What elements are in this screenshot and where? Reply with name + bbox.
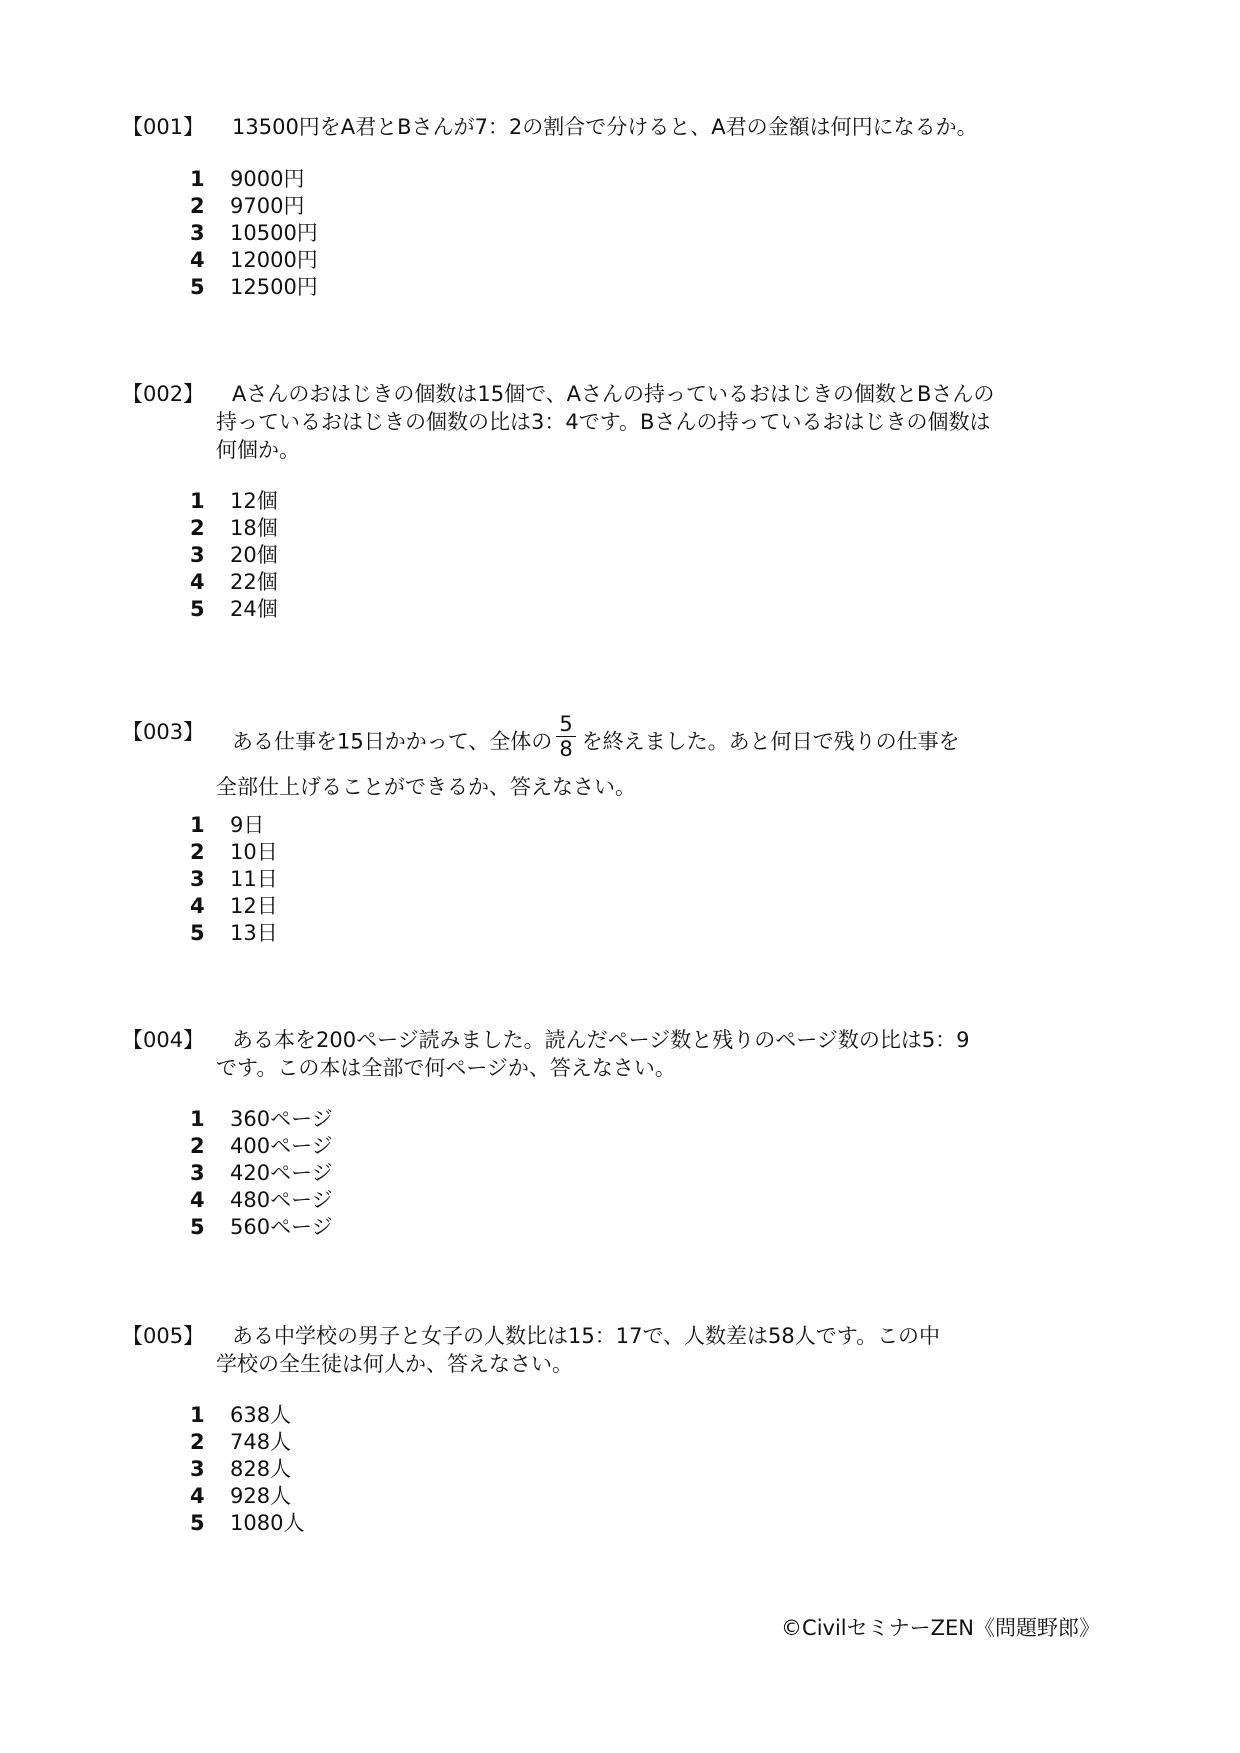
question-line: 持っているおはじきの個数の比は3：4です。Bさんの持っているおはじきの個数は	[216, 410, 991, 434]
answer-option-4	[190, 893, 278, 920]
question-text-before-fraction: ある仕事を15日かかって、全体の	[232, 729, 553, 754]
option-text: 638人	[230, 1403, 292, 1427]
option-number: 3	[190, 867, 205, 891]
option-text: 12000円	[230, 248, 318, 272]
option-number: 5	[190, 921, 205, 945]
option-number: 4	[190, 570, 205, 594]
answer-option-4	[190, 1187, 333, 1214]
option-text: 828人	[230, 1457, 292, 1481]
option-number: 1	[190, 1107, 205, 1131]
option-text: 928人	[230, 1484, 292, 1508]
answer-option-1	[190, 1106, 333, 1133]
question-line: 学校の全生徒は何人か、答えなさい。	[216, 1352, 573, 1376]
option-number: 5	[190, 1215, 205, 1239]
answer-option-1	[190, 812, 278, 839]
question-line	[216, 712, 960, 767]
question-text	[216, 712, 960, 801]
answer-option-3	[190, 542, 278, 569]
option-text: 10500円	[230, 221, 318, 245]
answer-option-2	[190, 839, 278, 866]
answer-option-2	[190, 193, 318, 220]
option-text: 420ページ	[230, 1161, 333, 1185]
question-line: 13500円をA君とBさんが7：2の割合で分けると、A君の金額は何円になるか。	[232, 115, 978, 139]
answer-option-5	[190, 1214, 333, 1241]
answer-option-4	[190, 247, 318, 274]
option-text: 18個	[230, 516, 278, 540]
answer-options	[190, 166, 318, 301]
option-number: 1	[190, 1403, 205, 1427]
answer-option-2	[190, 1429, 304, 1456]
option-text: 9000円	[230, 167, 305, 191]
answer-option-1	[190, 488, 278, 515]
option-number: 5	[190, 275, 205, 299]
option-number: 5	[190, 597, 205, 621]
answer-options	[190, 1106, 333, 1241]
copyright-notice: ©CivilセミナーZEN《問題野郎》	[781, 1616, 1100, 1640]
option-text: 20個	[230, 543, 278, 567]
option-text: 360ページ	[230, 1107, 333, 1131]
option-number: 2	[190, 840, 205, 864]
option-text: 748人	[230, 1430, 292, 1454]
option-number: 1	[190, 167, 205, 191]
answer-option-3	[190, 1160, 333, 1187]
option-number: 5	[190, 1511, 205, 1535]
option-text: 11日	[230, 867, 278, 891]
question-number: 【001】	[122, 115, 205, 139]
option-number: 3	[190, 1457, 205, 1481]
question-number: 【005】	[122, 1324, 205, 1348]
question-text	[216, 380, 995, 464]
question-line: 何個か。	[216, 438, 300, 462]
option-number: 2	[190, 516, 205, 540]
option-number: 4	[190, 1188, 205, 1212]
option-text: 400ページ	[230, 1134, 333, 1158]
question-number: 【004】	[122, 1028, 205, 1052]
option-text: 12個	[230, 489, 278, 513]
answer-options	[190, 488, 278, 623]
answer-option-4	[190, 569, 278, 596]
answer-option-3	[190, 220, 318, 247]
answer-options	[190, 1402, 304, 1537]
option-text: 1080人	[230, 1511, 305, 1535]
question-text	[216, 113, 978, 141]
option-number: 4	[190, 1484, 205, 1508]
option-number: 2	[190, 1134, 205, 1158]
option-number: 3	[190, 1161, 205, 1185]
fraction-denominator: 8	[559, 737, 573, 761]
option-text: 9日	[230, 813, 265, 837]
option-number: 1	[190, 813, 205, 837]
question-line: 全部仕上げることができるか、答えなさい。	[216, 775, 636, 799]
fraction	[556, 712, 575, 761]
answer-option-2	[190, 515, 278, 542]
option-number: 1	[190, 489, 205, 513]
question-text-after-fraction: を終えました。あと何日で残りの仕事を	[581, 729, 960, 754]
option-number: 2	[190, 194, 205, 218]
option-text: 13日	[230, 921, 278, 945]
question-line: ある本を200ページ読みました。読んだページ数と残りのページ数の比は5：9	[232, 1028, 970, 1052]
answer-option-5	[190, 596, 278, 623]
option-text: 12日	[230, 894, 278, 918]
answer-options	[190, 812, 278, 947]
option-number: 4	[190, 894, 205, 918]
question-number: 【003】	[122, 720, 205, 744]
answer-option-5	[190, 274, 318, 301]
question-line: Aさんのおはじきの個数は15個で、Aさんの持っているおはじきの個数とBさんの	[232, 382, 995, 406]
answer-option-1	[190, 1402, 304, 1429]
answer-option-3	[190, 1456, 304, 1483]
fraction-numerator: 5	[556, 712, 575, 737]
answer-option-5	[190, 1510, 304, 1537]
option-text: 24個	[230, 597, 278, 621]
question-number: 【002】	[122, 382, 205, 406]
option-text: 22個	[230, 570, 278, 594]
question-text	[216, 1322, 956, 1378]
option-text: 480ページ	[230, 1188, 333, 1212]
option-text: 560ページ	[230, 1215, 333, 1239]
option-number: 2	[190, 1430, 205, 1454]
answer-option-5	[190, 920, 278, 947]
answer-option-1	[190, 166, 318, 193]
question-text	[216, 1026, 970, 1082]
option-text: 10日	[230, 840, 278, 864]
option-text: 9700円	[230, 194, 305, 218]
option-number: 3	[190, 221, 205, 245]
option-text: 12500円	[230, 275, 318, 299]
answer-option-2	[190, 1133, 333, 1160]
answer-option-3	[190, 866, 278, 893]
option-number: 3	[190, 543, 205, 567]
answer-option-4	[190, 1483, 304, 1510]
question-line: です。この本は全部で何ページか、答えなさい。	[216, 1056, 676, 1080]
option-number: 4	[190, 248, 205, 272]
question-line: ある中学校の男子と女子の人数比は15：17で、人数差は58人です。この中	[232, 1324, 941, 1348]
